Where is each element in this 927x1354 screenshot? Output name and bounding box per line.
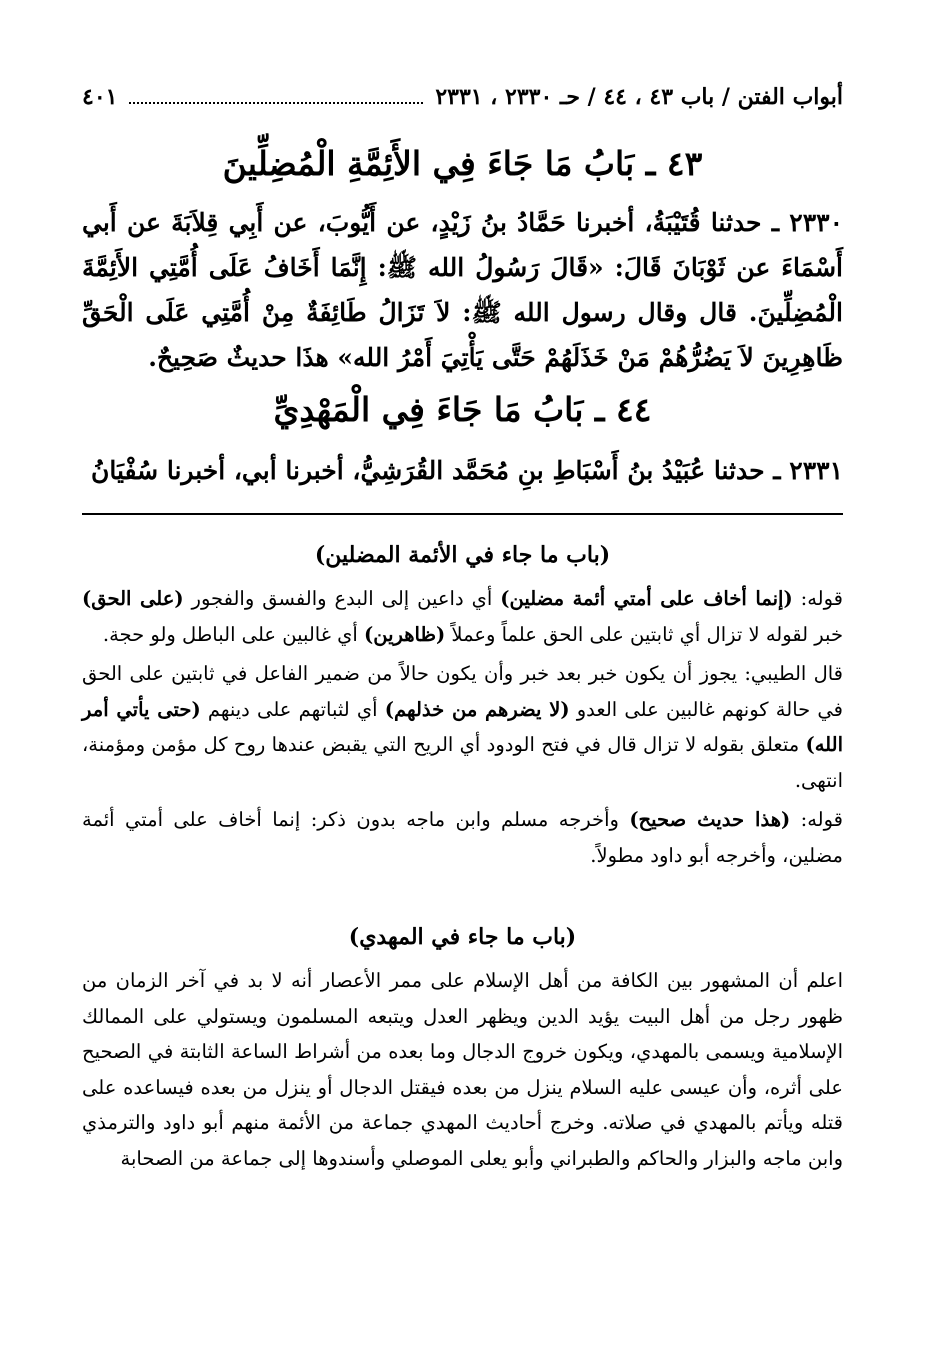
comment-lead: قوله: [790,808,843,831]
header-dot-leader [129,101,423,104]
chapter-43-title: ٤٣ ـ بَابُ مَا جَاءَ فِي الأَئِمَّةِ الْمُضِلِّينَ [222,144,703,183]
comment-text: أي داعين إلى البدع والفسق والفجور [183,587,501,610]
comment-text: أي لثباتهم على دينهم [200,697,385,721]
commentary-paragraph-3 [82,802,843,873]
quoted-phrase: (إنما أخاف على أمتي أئمة مضلين) [500,587,793,610]
comment-text: متعلق بقوله لا تزال قال في فتح الودود أي الريح التي يقبض عندها روح كل مؤمن ومؤمنة، انتهى. [82,733,843,792]
hadith-2330-text: ٢٣٣٠ ـ حدثنا قُتَيْبَةُ، أخبرنا حَمَّادُ بنُ زَيْدٍ، عن أَيُّوبَ، عن أَبِي قِلاَبَةَ عن أَبي أَسْمَاءَ عن ثَوْبَانَ قَالَ: «قَالَ رَسُولُ الله ﷺ: إِنَّمَا أَخَافُ عَلَى أُمَّتِي الأَئِمَّةَ الْمُضِلِّينَ. قال وقال رسول الله ﷺ: لاَ تَزَالُ طَائِفَةٌ مِنْ أُمَّتِي عَلَى الْحَقِّ ظَاهِرِينَ لاَ يَضُرُّهُمْ مَنْ خَذَلَهُمْ حَتَّى يَأْتِيَ أَمْرُ الله» هذَا حديثٌ صَحِيحٌ. [82,208,843,372]
commentary-paragraph-2 [82,656,843,798]
comment-text: أي غالبين على الباطل ولو حجة. [102,622,364,646]
hadith-2330 [82,200,843,380]
quoted-phrase: (حتى يأتي أمر الله) [82,697,843,756]
hadith-2331-text: ٢٣٣١ ـ حدثنا عُبَيْدُ بنُ أَسْبَاطِ بنِ مُحَمَّد القُرَشِيُّ، أخبرنا أبي، أخبرنا سُفْيَانُ [91,456,843,485]
quoted-phrase: (لا يضرهم من خذلهم) [384,697,570,721]
commentary-section-2-title: (باب ما جاء في المهدي) [348,924,577,950]
comment-lead: قوله: [792,587,844,610]
comment-text: قال الطيبي: يجوز أن يكون خبر بعد خبر وأن يكون حالاً من ضمير الفاعل في ثابتين على الحق في حالة كونهم غالبين على العدو [82,662,843,721]
commentary-section-1-title: (باب ما جاء في الأئمة المضلين) [314,542,611,568]
quoted-phrase: (ظاهرين) [364,622,446,646]
quoted-phrase: (هذا حديث صحيح) [629,808,791,831]
section-gap [82,877,843,911]
chapter-44-title: ٤٤ ـ بَابُ مَا جَاءَ فِي الْمَهْدِيِّ [273,390,652,429]
comment-text: وأخرجه مسلم وابن ماجه بدون ذكر: إنما أخاف على أمتي أئمة مضلين، وأخرجه أبو داود مطولاً. [82,808,843,867]
page-number: ٤٠١ [82,84,118,110]
quoted-phrase: (على الحق) [82,587,184,610]
running-header [82,82,843,116]
hadith-2331 [82,448,843,493]
commentary-paragraph-1 [82,581,843,652]
running-title: أبواب الفتن / باب ٤٣ ، ٤٤ / حـ ٢٣٣٠ ، ٢٣٣١ [435,84,843,110]
comment-text: خبر لقوله لا تزال أي ثابتين على الحق علماً وعملاً [445,622,843,646]
commentary-divider [82,513,843,515]
commentary-paragraph-mahdi: اعلم أن المشهور بين الكافة من أهل الإسلام على ممر الأعصار أنه لا بد في آخر الزمان من ظهور رجل من أهل البيت يؤيد الدين ويظهر العدل ويتبعه المسلمون ويستولي على الممالك الإسلامية ويسمى بالمهدي، ويكون خروج الدجال وما بعده من أشراط الساعة الثابتة في الصحيح على أثره، وأن عيسى عليه السلام ينزل من بعده فيقتل الدجال أو ينزل من بعده فيساعده على قتله ويأتم بالمهدي في صلاته. وخرج أحاديث المهدي جماعة من الأئمة منهم أبو داود والترمذي وابن ماجه والبزار والحاكم والطبراني وأبو يعلى الموصلي وأسندوها إلى جماعة من الصحابة [82,969,843,1170]
